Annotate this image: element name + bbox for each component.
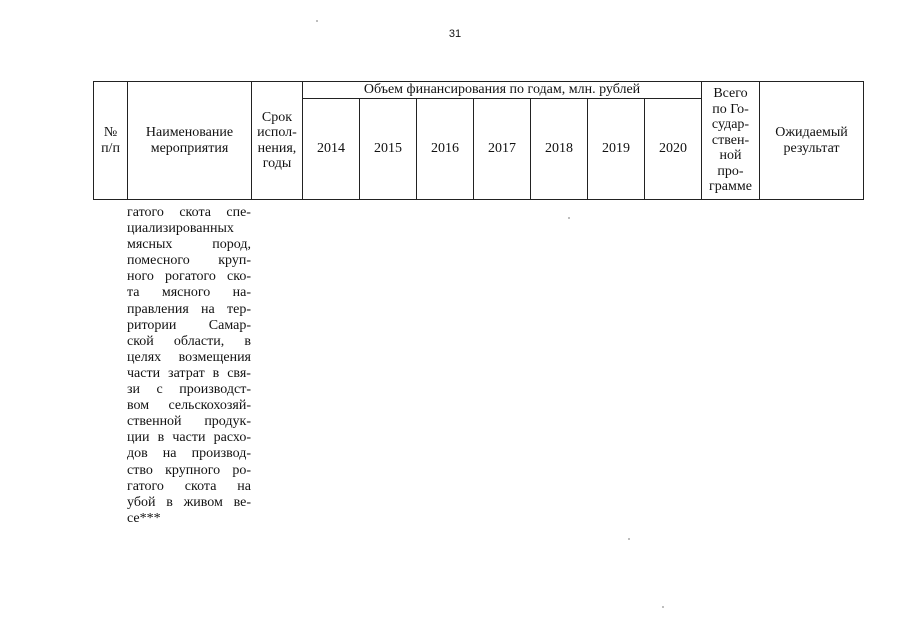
header-funding: Объем финансирования по годам, млн. рублей — [303, 82, 702, 99]
description-line: помесного круп- — [127, 253, 251, 269]
description-line: се*** — [127, 510, 161, 526]
page-number: 31 — [448, 28, 462, 40]
activity-description — [127, 205, 251, 527]
year-header-2014: 2014 — [303, 99, 360, 200]
header-activity-name: Наименование мероприятия — [128, 82, 252, 200]
scan-speck — [568, 217, 570, 219]
description-line: ного рогатого ско- — [127, 269, 251, 285]
description-line: гатого скота спе- — [127, 205, 251, 220]
description-line: гатого скота на — [127, 478, 251, 494]
description-line: ской области, в — [127, 333, 251, 349]
description-line: вом сельскохозяй- — [127, 398, 251, 414]
description-line: правления на тер- — [127, 301, 251, 317]
scan-speck — [662, 606, 664, 608]
year-header-2018: 2018 — [531, 99, 588, 200]
header-total: Всего по Го- судар- ствен- ной про- грамме — [702, 82, 760, 200]
year-header-2020: 2020 — [645, 99, 702, 200]
description-line: ственной продук- — [127, 414, 251, 430]
year-header-2019: 2019 — [588, 99, 645, 200]
header-number: № п/п — [94, 82, 128, 200]
description-line: убой в живом ве- — [127, 494, 251, 510]
description-line: ции в части расхо- — [127, 430, 251, 446]
scan-speck — [316, 20, 318, 22]
description-line: ство крупного ро- — [127, 462, 251, 478]
header-expected-result: Ожидаемый результат — [760, 82, 864, 200]
scan-speck — [628, 538, 630, 540]
description-line: целях возмещения — [127, 349, 251, 365]
description-line: та мясного на- — [127, 285, 251, 301]
description-line: дов на производ- — [127, 446, 251, 462]
description-line: ритории Самар- — [127, 317, 251, 333]
description-line: части затрат в свя- — [127, 365, 251, 381]
year-header-2016: 2016 — [417, 99, 474, 200]
header-term: Срок испол- нения, годы — [252, 82, 303, 200]
description-line: циализированных — [127, 221, 234, 237]
budget-table — [93, 81, 864, 200]
description-line: зи с производст- — [127, 382, 251, 398]
year-header-2015: 2015 — [360, 99, 417, 200]
year-header-2017: 2017 — [474, 99, 531, 200]
description-line: мясных пород, — [127, 237, 251, 253]
